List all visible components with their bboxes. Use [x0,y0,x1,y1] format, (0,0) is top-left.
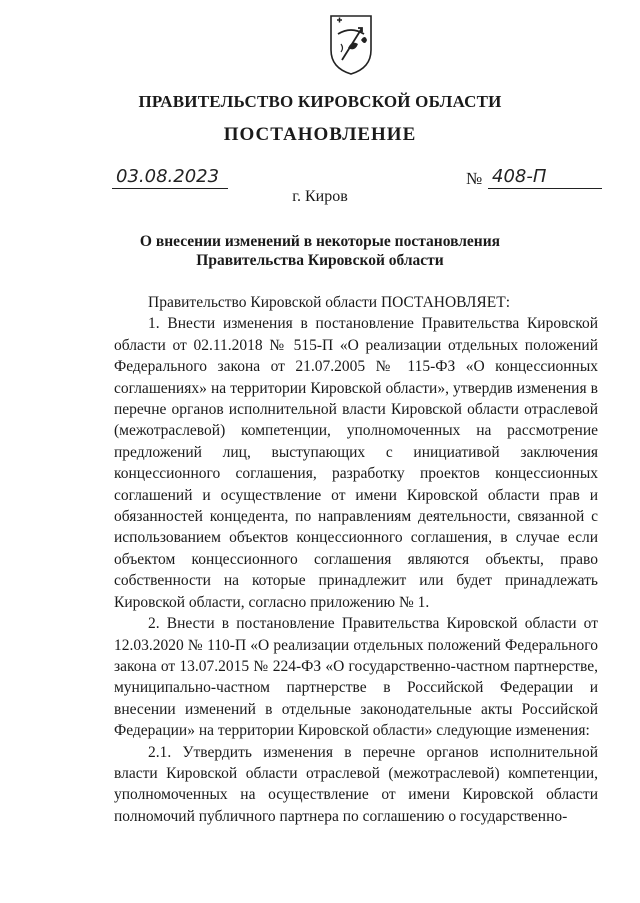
number-sign: № [466,169,483,188]
subject-line-2: Правительства Кировской области [196,252,444,269]
body-intro: Правительство Кировской области ПОСТАНОВЛЯЕТ: [148,294,511,311]
document-number: 408-П [488,166,602,189]
organization-title: ПРАВИТЕЛЬСТВО КИРОВСКОЙ ОБЛАСТИ [138,92,502,111]
kirov-coat-of-arms-icon [328,14,374,76]
paragraph-2-1: 2.1. Утвердить изменения в перечне органов исполнительной власти Кировской области отраслевой (межотраслевой) компетенции, уполномоченных на осуществление от имени Кировской области полномочий публичного партнера по соглашению о государственно- [114,743,598,825]
document-date: 03.08.2023 [112,166,228,189]
document-body [114,292,598,827]
document-type: ПОСТАНОВЛЕНИЕ [223,124,417,145]
subject-line-1: О внесении изменений в некоторые постановления [139,233,501,250]
paragraph-2: 2. Внести в постановление Правительства Кировской области от 12.03.2020 № 110-П «О реализации отдельных положений Федерального закона от 13.07.2015 № 224-ФЗ «О государственно-частном партнерстве, муниципально-частном партнерстве в Российской Федерации и внесении изменений в отдельные законодательные акты Российской Федерации» на территории Кировской области» следующие изменения: [114,615,598,740]
document-subject [0,232,640,270]
city: г. Киров [292,188,348,205]
paragraph-1: 1. Внести изменения в постановление Правительства Кировской области от 02.11.2018 № 515-П «О реализации отдельных положений Федерального закона от 21.07.2005 № 115-ФЗ «О концессионных соглашениях» на территории Кировской области», утвердив изменения в перечне органов исполнительной власти Кировской области отраслевой (межотраслевой) компетенции, уполномоченных на рассмотрение предложений лиц, выступающих с инициативой заключения концессионного соглашения, разработку проектов концессионных соглашений и осуществление от имени Кировской области прав и обязанностей концедента, по направлениям деятельности, связанной с использованием объектов концессионного соглашения, в случае если объектом концессионного соглашения являются объекты, право собственности на которые принадлежит или будет принадлежать Кировской области, согласно приложению № 1. [114,315,598,611]
